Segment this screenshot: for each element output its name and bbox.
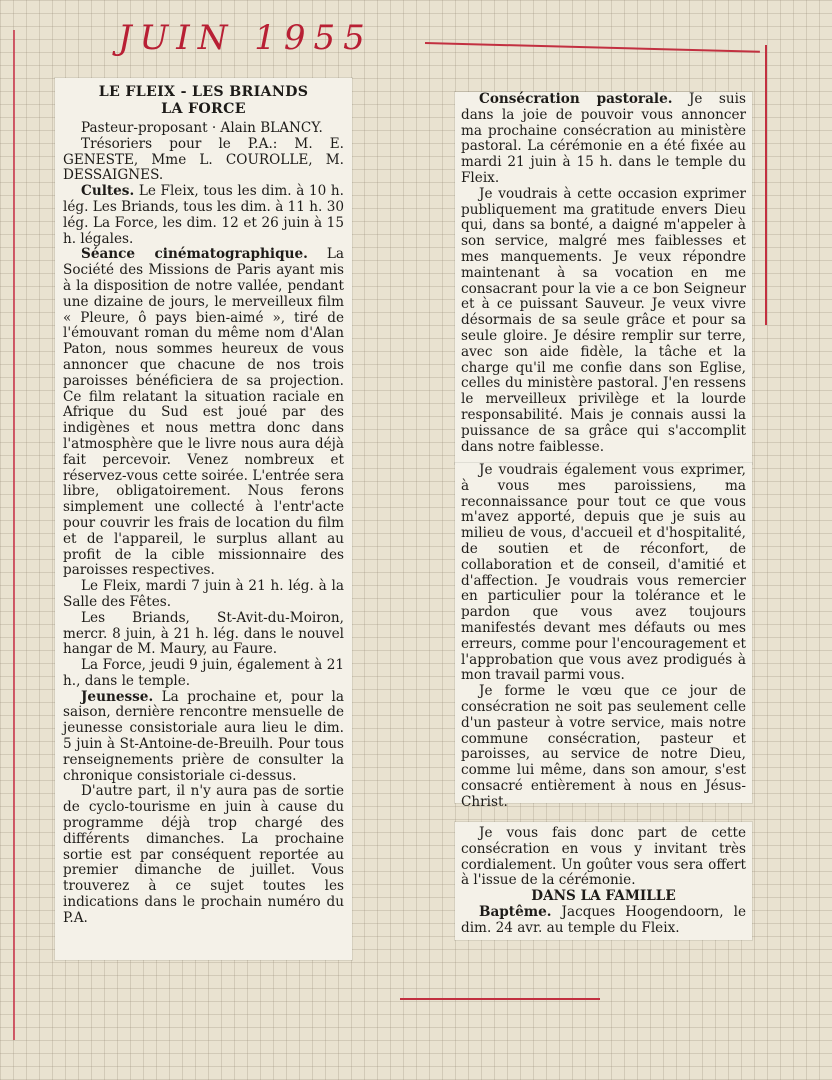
clipping-right-middle — [455, 462, 752, 810]
paragraph-reconnaissance: Je voudrais également vous exprimer, à vous mes paroissiens, ma reconnaissance pour tout ce que vous m'avez apporté, depuis que je suis au milieu de vous, d'accueil et d'hospitalité, de soutien et de réconfort, de collaboration et de conseil, d'amitié et d'affection. Je voudrais vous remercier en particulier pour la tolérance et le pardon que vous avez toujours manifestés devant mes défauts ou mes erreurs, comme pour l'encouragement et l'approbation que vous avez prodigués à mon travail parmi vous. — [461, 462, 746, 684]
margin-line — [13, 30, 15, 1040]
handwritten-vertical-line — [765, 45, 767, 325]
handwritten-date: JUIN 1955 — [118, 18, 373, 58]
paragraph-invitation: Je vous fais donc part de cette consécration en vous y invitant très cordialement. Un goûter vous sera offert à l'issue de la cérémonie. — [461, 825, 746, 889]
text-bapteme: Jacques Hoogendoorn, le dim. 24 avr. au temple du Fleix. — [461, 903, 746, 936]
handwritten-bottom-line — [400, 998, 600, 1000]
handwritten-underline — [425, 42, 760, 53]
clipping-left-column — [55, 78, 352, 960]
text-consecration: Je suis dans la joie de pouvoir vous annoncer ma prochaine consécration au ministère pastoral. La cérémonie en a été fixée au mardi 21 juin à 15 h. dans le temple du Fleix. — [461, 91, 746, 186]
lead-cultes: Cultes. — [81, 183, 135, 200]
section-subheading: LA FORCE — [161, 101, 246, 117]
paragraph-seance — [63, 247, 344, 579]
clipping-right-top — [455, 92, 752, 464]
paragraph-les-briands: Les Briands, St-Avit-du-Moiron, mercr. 8 juin, à 21 h. lég. dans le nouvel hangar de M. Maury, au Faure. — [63, 609, 344, 658]
paragraph-pasteur: Pasteur-proposant · Alain BLANCY. — [81, 120, 323, 136]
paragraph-bapteme — [461, 905, 746, 937]
section-heading-famille: DANS LA FAMILLE — [531, 888, 676, 905]
lead-jeunesse: Jeunesse. — [81, 688, 154, 705]
paragraph-jeunesse — [63, 690, 344, 785]
lead-consecration: Consécration pastorale. — [479, 91, 673, 107]
paragraph-voeu: Je forme le vœu que ce jour de consécration ne soit pas seulement celle d'un pasteur à votre service, mais notre commune consécration, pasteur et paroisses, au service de notre Dieu, comme lui même, dans son amour, s'est consacré entièrement à nous en Jésus-Christ. — [461, 683, 746, 810]
paragraph-consecration — [461, 92, 746, 187]
paragraph-cultes — [63, 184, 344, 247]
lead-bapteme: Baptême. — [479, 903, 552, 920]
paragraph-cyclo: D'autre part, il n'y aura pas de sortie de cyclo-tourisme en juin à cause du programme déjà trop chargé des différents dimanches. La prochaine sortie est par conséquent reportée au premier dimanche de juillet. Vous trouverez à ce sujet toutes les indications dans le prochain numéro du P.A. — [63, 783, 344, 926]
text-cultes: Le Fleix, tous les dim. à 10 h. lég. Les Briands, tous les dim. à 11 h. 30 lég. La Force, les dim. 12 et 26 juin à 15 h. légales. — [63, 183, 344, 247]
text-seance: La Société des Missions de Paris ayant mis à la disposition de notre vallée, pendant une dizaine de jours, le merveilleux film « Pleure, ô pays bien-aimé », tiré de l'émouvant roman du même nom d'Alan Paton, nous sommes heureux de vous annoncer que chacune de nos trois paroisses bénéficiera de sa projection. Ce film relatant la situation raciale en Afrique du Sud est joué par des indigènes et nous mettra donc dans l'atmosphère que le livre nous aura déjà fait percevoir. Venez nombreux et réservez-vous cette soirée. L'entrée sera libre, obligatoirement. Nous ferons simplement une collecté à l'entr'acte pour couvrir les frais de location du film et de l'appareil, le surplus allant au profit de la cible missionnaire des paroisses respectives. — [63, 246, 345, 579]
paragraph-le-fleix: Le Fleix, mardi 7 juin à 21 h. lég. à la Salle des Fêtes. — [63, 578, 344, 610]
paragraph-la-force: La Force, jeudi 9 juin, également à 21 h., dans le temple. — [63, 657, 344, 689]
clipping-right-bottom — [455, 822, 752, 940]
section-heading-parishes: LE FLEIX - LES BRIANDS — [98, 84, 309, 100]
text-jeunesse: La prochaine et, pour la saison, dernière rencontre mensuelle de jeunesse consistoriale aura lieu le dim. 5 juin à St-Antoine-de-Breuilh. Pour tous renseignements prière de consulter la chronique consistoriale ci-dessus. — [63, 688, 344, 784]
paragraph-gratitude: Je voudrais à cette occasion exprimer publiquement ma gratitude envers Dieu qui, dans sa bonté, a daigné m'appeler à son service, malgré mes faiblesses et mes manquements. Je veux répondre maintenant à sa vocation en me consacrant pour la vie a ce bon Seigneur et à ce puissant Sauveur. Je veux vivre désormais de sa seule grâce et pour sa seule gloire. Je désire remplir sur terre, avec son aide fidèle, la tâche et la charge qu'il me confie dans son Eglise, celles du ministère pastoral. J'en ressens le merveilleux privilège et la lourde responsabilité. Mais je connais aussi la puissance de sa grâce qui s'accomplit dans notre faiblesse. — [461, 185, 746, 455]
paragraph-tresoriers: Trésoriers pour le P.A.: M. E. GENESTE, Mme L. COUROLLE, M. DESSAIGNES. — [63, 135, 344, 184]
lead-seance: Séance cinématographique. — [81, 246, 308, 263]
